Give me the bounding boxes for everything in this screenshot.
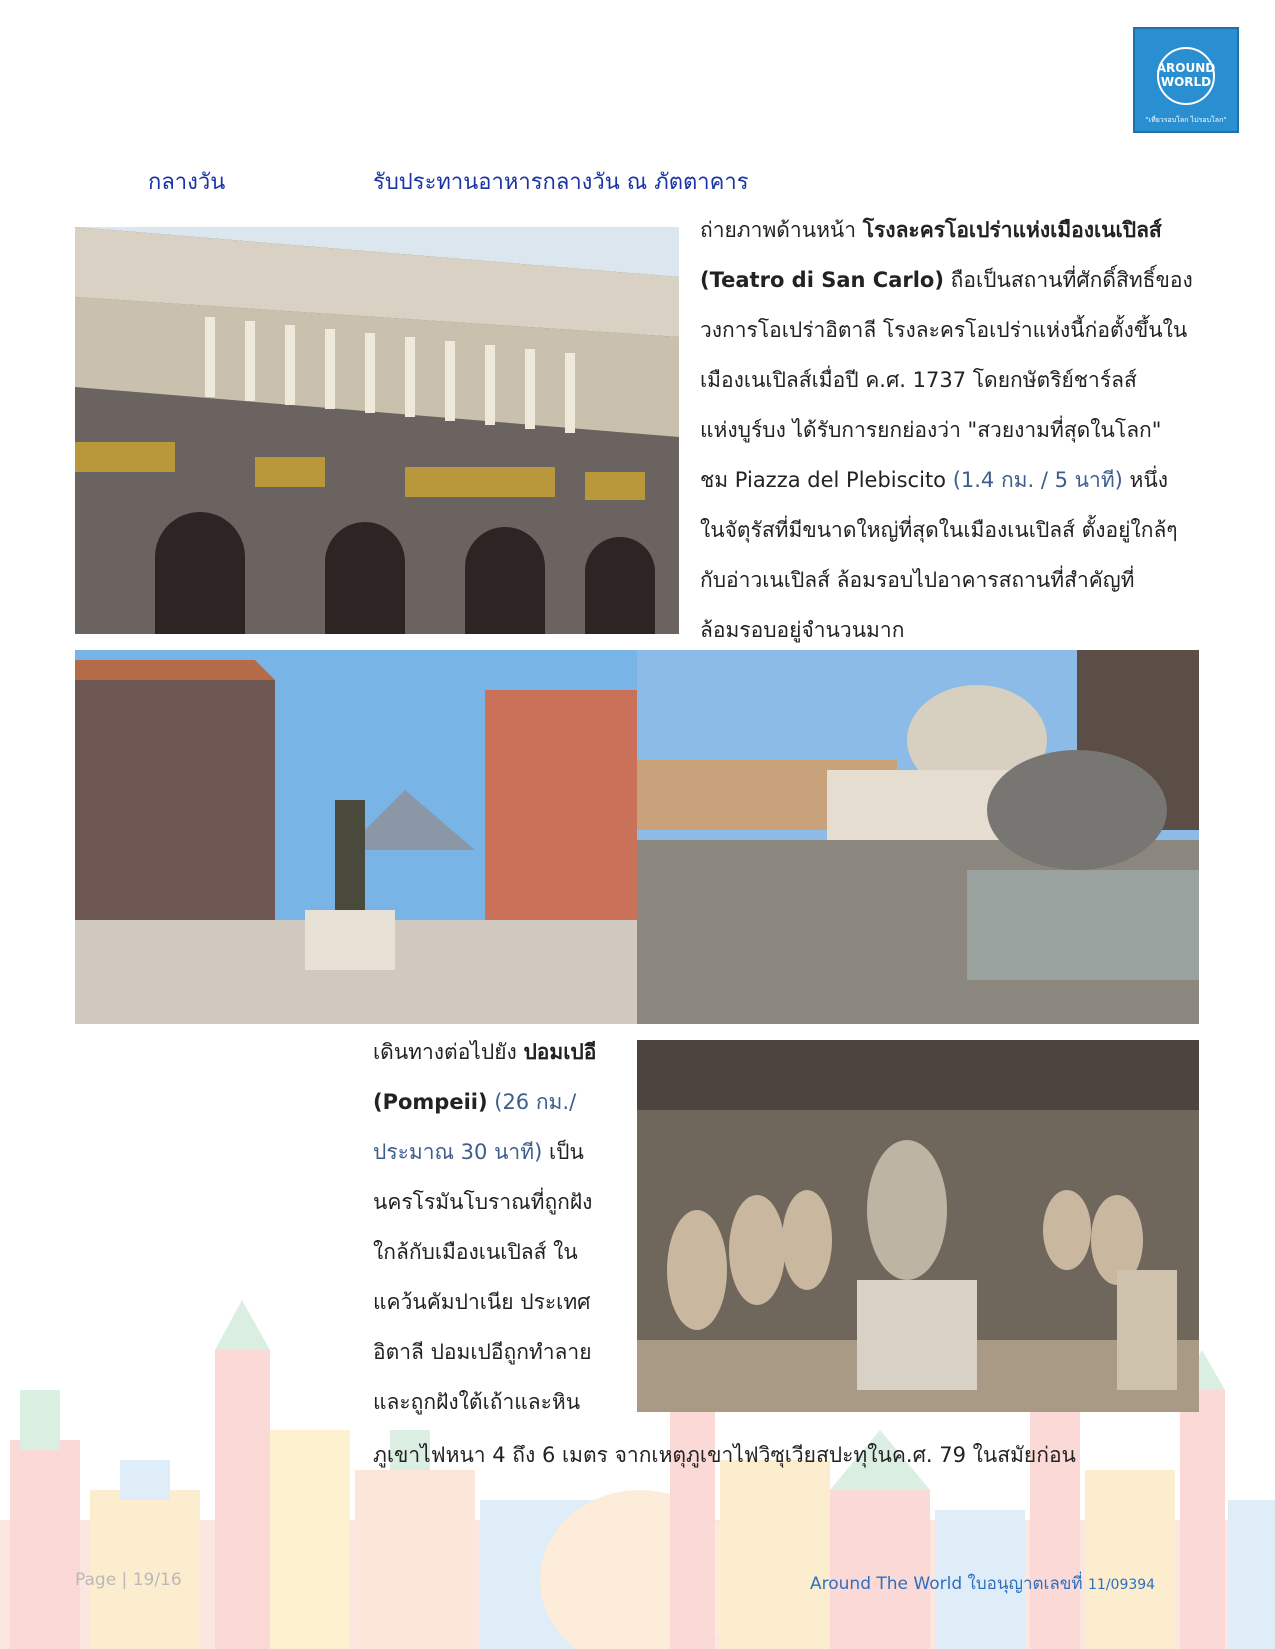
teatro-description <box>700 205 1200 655</box>
piazza-palace-photo <box>75 650 637 1024</box>
text-line <box>373 1127 619 1177</box>
teatro-san-carlo-photo <box>75 227 679 634</box>
pompeii-casts-photo <box>637 1040 1199 1412</box>
time-label: กลางวัน <box>148 170 226 195</box>
plebiscito-distance: (1.4 กม. / 5 นาที) <box>946 468 1123 492</box>
text-line: นครโรมันโบราณที่ถูกฝัง <box>373 1190 593 1214</box>
company-name: Around The World <box>810 1574 963 1594</box>
text-line: และถูกฝังใต้เถ้าและหิน <box>373 1390 581 1414</box>
pompeii-description <box>373 1027 619 1427</box>
text-span: ชม <box>700 468 735 492</box>
text-span: ถือเป็นสถานที่ศักดิ์สิทธิ์ของ <box>943 268 1193 292</box>
logo-tagline: "เที่ยวรอบโลก ไปรอบโลก" <box>1145 116 1227 124</box>
piazza-lion-photo <box>637 650 1199 1024</box>
text-line: ล้อมรอบอยู่จำนวนมาก <box>700 618 905 642</box>
text-span: เดินทางต่อไปยัง <box>373 1040 524 1064</box>
text-line: เมืองเนเปิลส์เมื่อปี ค.ศ. 1737 โดยกษัตริย์ชาร์ลส์ <box>700 368 1137 392</box>
text-line: แคว้นคัมปาเนีย ประเทศ <box>373 1290 591 1314</box>
text-line: กับอ่าวเนเปิลส์ ล้อมรอบไปอาคารสถานที่สำคัญที่ <box>700 568 1135 592</box>
page-number: Page | 19/16 <box>75 1570 182 1590</box>
pompeii-duration: ประมาณ 30 นาที) <box>373 1140 543 1164</box>
teatro-name-bold: โรงละครโอเปร่าแห่งเมืองเนเปิลส์ <box>862 218 1162 242</box>
logo-text-around: AROUND <box>1156 61 1216 75</box>
text-line: ในจัตุรัสที่มีขนาดใหญ่ที่สุดในเมืองเนเปิลส์ ตั้งอยู่ใกล้ๆ <box>700 518 1178 542</box>
plebiscito-name: Piazza del Plebiscito <box>734 468 947 492</box>
teatro-italian-name: (Teatro di San Carlo) <box>700 268 944 292</box>
meal-text: รับประทานอาหารกลางวัน ณ ภัตตาคาร <box>373 170 749 195</box>
company-logo <box>1133 27 1239 133</box>
text-line <box>700 255 1200 305</box>
text-span: หนึ่ง <box>1122 468 1168 492</box>
text-span: ถ่ายภาพด้านหน้า <box>700 218 863 242</box>
text-line: ใกล้กับเมืองเนเปิลส์ ใน <box>373 1240 578 1264</box>
text-line: วงการโอเปร่าอิตาลี โรงละครโอเปร่าแห่งนี้ก่อตั้งขึ้นใน <box>700 318 1188 342</box>
plebiscito-line <box>700 455 1200 505</box>
pompeii-full-line: ภูเขาไฟหนา 4 ถึง 6 เมตร จากเหตุภูเขาไฟวิซุเวียสปะทุในค.ศ. 79 ในสมัยก่อน <box>373 1443 1076 1467</box>
logo-text-world: WORLD <box>1160 75 1212 89</box>
text-line: แห่งบูร์บง ได้รับการยกย่องว่า "สวยงามที่สุดในโลก" <box>700 418 1162 442</box>
pompeii-distance: (26 กม./ <box>487 1090 577 1114</box>
pompeii-italian-name: (Pompeii) <box>373 1090 488 1114</box>
text-line <box>373 1077 619 1127</box>
text-span: เป็น <box>542 1140 584 1164</box>
pompeii-name-bold: ปอมเปอี <box>523 1040 597 1064</box>
license-number: 11/09394 <box>1088 1577 1156 1593</box>
text-line <box>700 205 1200 255</box>
footer-license <box>810 1570 1155 1597</box>
text-line: อิตาลี ปอมเปอีถูกทำลาย <box>373 1340 592 1364</box>
text-line <box>373 1027 619 1077</box>
license-label: ใบอนุญาตเลขที่ <box>962 1574 1088 1594</box>
